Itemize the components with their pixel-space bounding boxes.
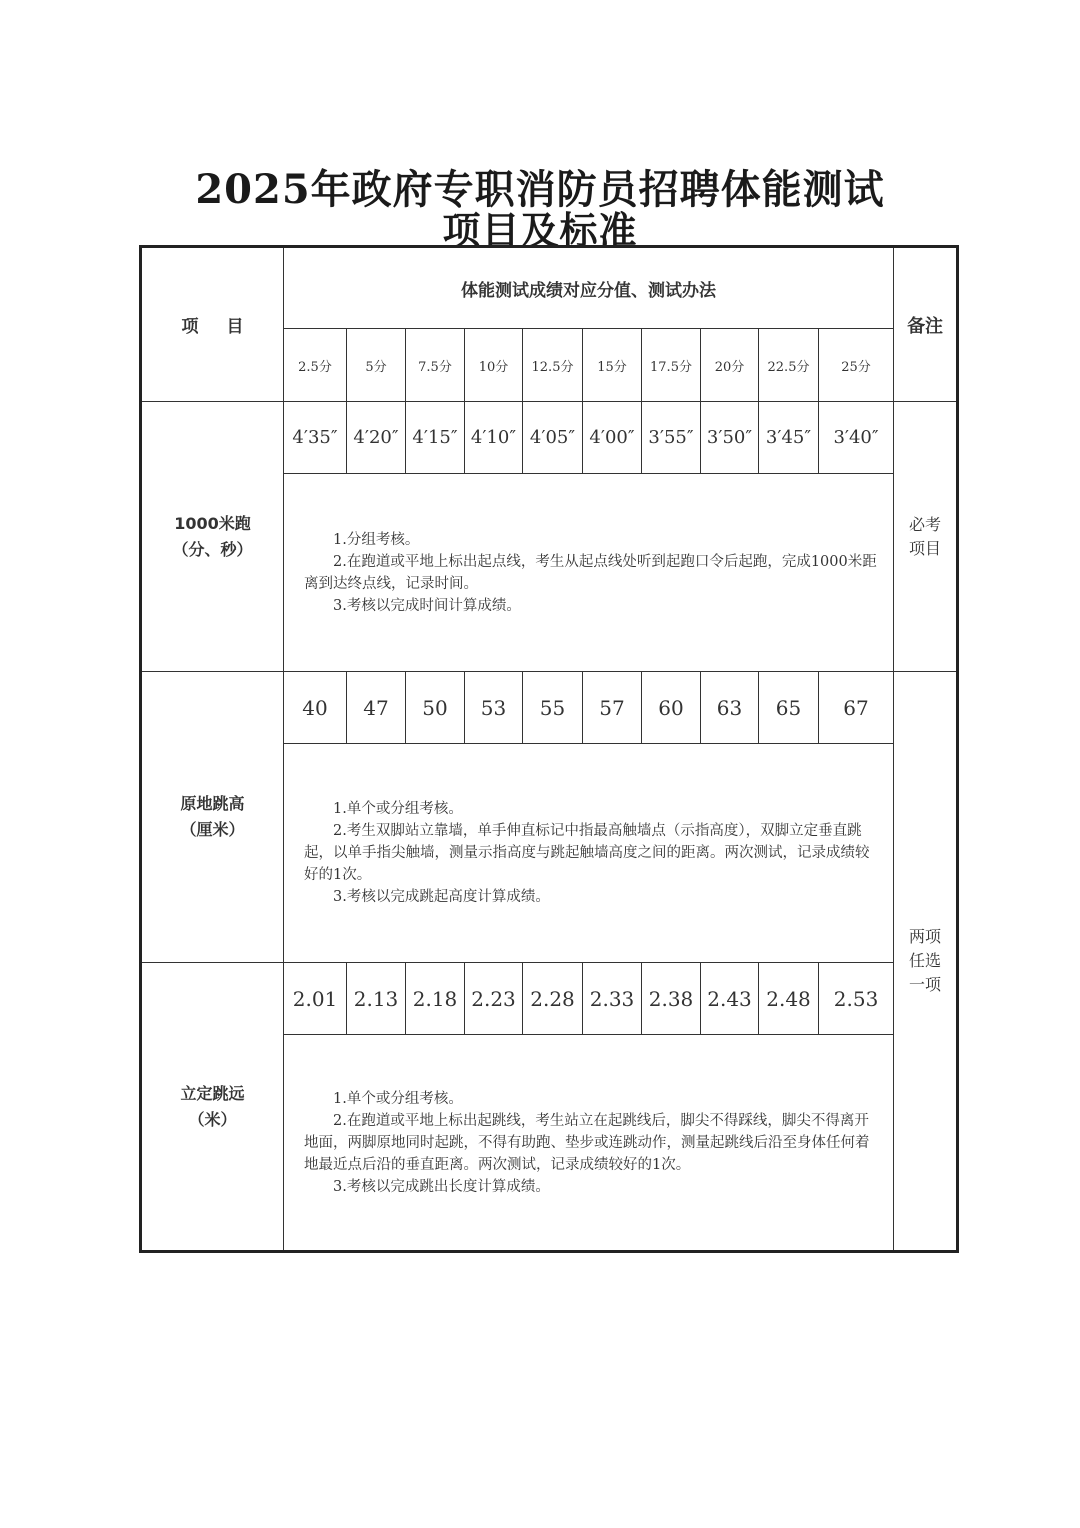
item-name-line1: 1000米跑 [174,513,251,533]
value-cell: 40 [284,672,347,744]
item-name-1000m-run [141,402,284,672]
test-method-standing-long-jump [284,1035,894,1252]
value-cell: 3′45″ [759,402,819,474]
value-cell: 2.33 [583,963,642,1035]
method-line: 2.在跑道或平地上标出起跳线，考生站立在起跳线后，脚尖不得踩线，脚尖不得离开地面，两脚原地同时起跳，不得有助跑、垫步或连跳动作，测量起跳线后沿至身体任何着地最近点后沿的垂直距离。两次测试，记录成绩较好的1次。 [304,1112,870,1173]
value-cell: 4′35″ [284,402,347,474]
value-cell: 2.23 [465,963,523,1035]
document-title-line2: 项目及标准 [442,208,638,253]
remark-line3: 一项 [909,975,942,994]
method-line: 2.在跑道或平地上标出起点线，考生从起点线处听到起跑口令后起跑，完成1000米距离到达终点线，记录时间。 [304,553,877,592]
item-name-standing-high-jump [141,672,284,963]
value-cell: 3′55″ [642,402,701,474]
item-name-line2: （分、秒） [172,539,253,559]
remark-column-header: 备注 [894,247,958,402]
value-cell: 3′40″ [819,402,894,474]
item-name-line2: （厘米） [180,820,245,839]
value-cell: 65 [759,672,819,744]
value-cell: 57 [583,672,642,744]
value-cell: 67 [819,672,894,744]
method-line: 1.分组考核。 [333,531,420,548]
value-cell: 53 [465,672,523,744]
score-header-cell: 5分 [347,329,406,402]
score-header-cell: 10分 [465,329,523,402]
score-header-cell: 25分 [819,329,894,402]
value-cell: 4′10″ [465,402,523,474]
value-cell: 2.48 [759,963,819,1035]
remark-required [894,402,958,672]
score-header-cell: 12.5分 [523,329,583,402]
method-line: 2.考生双脚站立靠墙，单手伸直标记中指最高触墙点（示指高度），双脚立定垂直跳起，以单手指尖触墙，测量示指高度与跳起触墙高度之间的距离。两次测试，记录成绩较好的1次。 [304,823,870,883]
method-line: 3.考核以完成跳出长度计算成绩。 [333,1178,550,1195]
remark-choose-one [894,672,958,1252]
value-cell: 4′00″ [583,402,642,474]
item-name-line1: 原地跳高 [180,794,245,813]
item-name-line1: 立定跳远 [180,1083,245,1103]
scores-header: 体能测试成绩对应分值、测试办法 [284,247,894,329]
value-cell: 4′15″ [406,402,465,474]
item-column-header: 项目 [141,247,284,402]
method-line: 3.考核以完成时间计算成绩。 [333,597,521,614]
item-name-line2: （米） [188,1109,237,1129]
value-cell: 3′50″ [701,402,759,474]
value-cell: 2.53 [819,963,894,1035]
value-cell: 60 [642,672,701,744]
score-header-cell: 20分 [701,329,759,402]
remark-line2: 项目 [909,538,942,558]
value-cell: 47 [347,672,406,744]
value-cell: 2.43 [701,963,759,1035]
value-cell: 55 [523,672,583,744]
score-header-cell: 22.5分 [759,329,819,402]
value-cell: 2.01 [284,963,347,1035]
remark-line1: 必考 [909,514,942,534]
value-cell: 4′20″ [347,402,406,474]
method-line: 3.考核以完成跳起高度计算成绩。 [333,889,550,905]
remark-line1: 两项 [909,927,942,946]
value-cell: 63 [701,672,759,744]
method-line: 1.单个或分组考核。 [333,1090,463,1107]
value-cell: 50 [406,672,465,744]
value-cell: 4′05″ [523,402,583,474]
document-title-line1: 2025年政府专职消防员招聘体能测试 [195,166,885,213]
standards-table [139,245,959,1253]
value-cell: 2.38 [642,963,701,1035]
score-header-cell: 7.5分 [406,329,465,402]
score-header-cell: 2.5分 [284,329,347,402]
test-method-standing-high-jump [284,744,894,963]
remark-line2: 任选 [909,951,942,970]
value-cell: 2.13 [347,963,406,1035]
value-cell: 2.28 [523,963,583,1035]
value-cell: 2.18 [406,963,465,1035]
score-header-cell: 17.5分 [642,329,701,402]
score-header-cell: 15分 [583,329,642,402]
method-line: 1.单个或分组考核。 [333,801,463,817]
item-name-standing-long-jump [141,963,284,1252]
test-method-1000m-run [284,474,894,672]
